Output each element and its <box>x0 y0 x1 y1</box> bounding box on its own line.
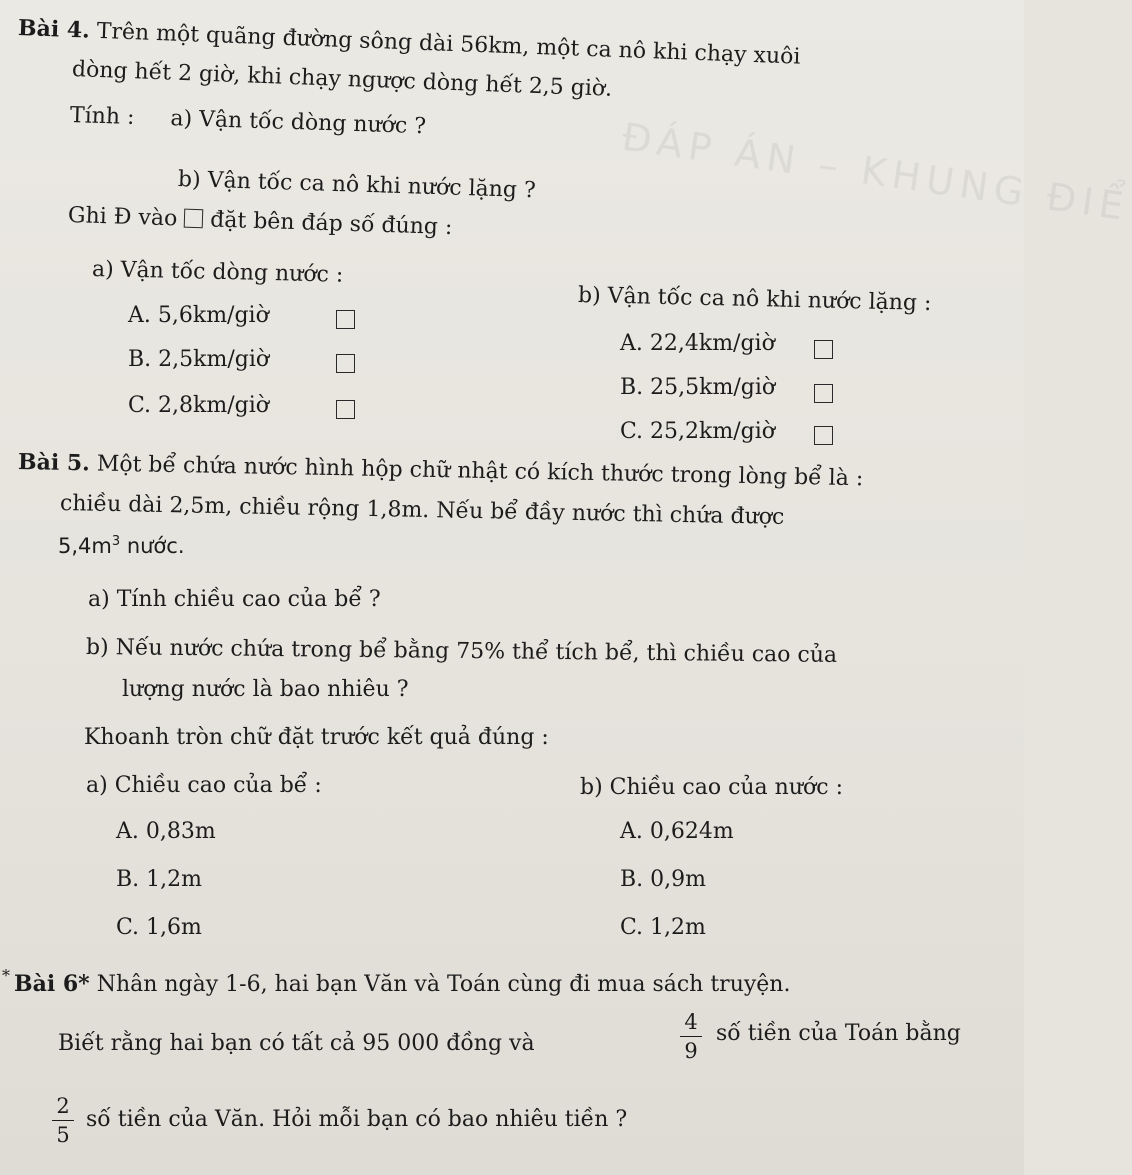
fraction-four-ninths <box>680 1010 702 1063</box>
bai5-label: Bài 5. <box>17 449 91 477</box>
bai5-part-b-title-text: b) Chiều cao của nước : <box>580 775 843 800</box>
fraction-2-5-numerator: 2 <box>56 1094 70 1118</box>
bai4-a-option-b: B. 2,5km/giờ <box>128 347 270 372</box>
bai5-part-a-title <box>86 772 322 800</box>
bai5-volume-tail: nước. <box>120 534 185 558</box>
bai4-text-line2: dòng hết 2 giờ, khi chạy ngược dòng hết 2,5 giờ. <box>71 57 613 102</box>
bai4-part-b-title-text: b) Vận tốc ca nô khi nước lặng : <box>577 283 932 317</box>
bai5-volume-value: 5,4m <box>58 534 112 558</box>
bai5-volume-line <box>58 528 185 560</box>
bai4-a-option-b-checkbox[interactable] <box>336 354 355 373</box>
bai5-instruction <box>84 724 549 752</box>
bai4-a-option-a: A. 5,6km/giờ <box>128 303 269 328</box>
bai6-line2 <box>58 1030 535 1058</box>
bai4-a-option-a-checkbox[interactable] <box>336 310 355 329</box>
bai4-question-a: a) Vận tốc dòng nước ? <box>170 106 427 140</box>
bai5-line2 <box>60 490 785 532</box>
bai5-volume-exponent: 3 <box>111 534 121 549</box>
bai5-text-line2: chiều dài 2,5m, chiều rộng 1,8m. Nếu bể đầy nước thì chứa được <box>59 491 785 530</box>
bai6-text-line3: số tiền của Văn. Hỏi mỗi bạn có bao nhiêu tiền ? <box>86 1107 628 1132</box>
bai5-b-option-b[interactable]: B. 0,9m <box>620 867 707 892</box>
bai4-b-option-c-checkbox[interactable] <box>814 426 833 445</box>
empty-checkbox-icon <box>184 209 204 229</box>
bai5-instruction-text: Khoanh tròn chữ đặt trước kết quả đúng : <box>84 725 549 750</box>
bai4-part-a-title <box>92 256 344 290</box>
bai4-b-option-b: B. 25,5km/giờ <box>620 375 776 400</box>
bai4-instruction <box>68 202 453 242</box>
bai4-question-b-text: b) Vận tốc ca nô khi nước lặng ? <box>177 167 537 204</box>
bleed-through-text: ĐÁP ÁN – KHUNG ĐIỂ <box>619 114 1132 230</box>
bai4-b-option-c: C. 25,2km/giờ <box>620 419 775 444</box>
bai6-line2-post <box>716 1020 961 1048</box>
bai4-instruction-post: đặt bên đáp số đúng : <box>209 207 453 241</box>
fraction-2-5-denominator: 5 <box>56 1123 70 1147</box>
bai4-text-line1: Trên một quãng đường sông dài 56km, một ca nô khi chạy xuôi <box>96 18 801 70</box>
bai5-a-option-c[interactable]: C. 1,6m <box>116 915 202 940</box>
bai6-text-line1: Nhân ngày 1-6, hai bạn Văn và Toán cùng đi mua sách truyện. <box>96 972 791 997</box>
bai4-question-b <box>178 166 537 205</box>
bai5-a-option-a[interactable]: A. 0,83m <box>116 819 216 844</box>
bai5-question-b-text2: lượng nước là bao nhiêu ? <box>122 677 409 702</box>
bai4-b-option-b-checkbox[interactable] <box>814 384 833 403</box>
bai6-line1 <box>14 970 790 999</box>
bai5-a-option-b[interactable]: B. 1,2m <box>116 867 203 892</box>
fraction-4-9-denominator: 9 <box>684 1039 698 1063</box>
bai5-part-a-title-text: a) Chiều cao của bể : <box>86 773 322 798</box>
fraction-4-9-numerator: 4 <box>684 1010 698 1034</box>
bai4-line2 <box>71 56 612 104</box>
bai5-question-a-text: a) Tính chiều cao của bể ? <box>88 587 381 612</box>
bai4-a-option-c: C. 2,8km/giờ <box>128 393 269 418</box>
bai5-question-a <box>88 586 381 614</box>
bai5-text-line1: Một bể chứa nước hình hộp chữ nhật có kích thước trong lòng bể là : <box>96 451 864 492</box>
bai6-text-line2-pre: Biết rằng hai bạn có tất cả 95 000 đồng và <box>58 1031 535 1056</box>
bai4-part-b-title <box>578 282 932 318</box>
bai4-tinh-line <box>70 102 427 141</box>
bai5-line1 <box>18 448 864 493</box>
bai6-label: Bài 6* <box>14 971 90 997</box>
bai6-asterisk-icon: * <box>2 966 10 985</box>
bai5-question-b-text1: b) Nếu nước chứa trong bể bằng 75% thể tích bể, thì chiều cao của <box>85 635 838 668</box>
bai5-part-b-title <box>580 774 843 802</box>
bai5-b-option-a[interactable]: A. 0,624m <box>620 819 734 844</box>
bai4-tinh: Tính : <box>69 103 135 131</box>
fraction-bar <box>52 1120 74 1121</box>
bai6-text-line2-post: số tiền của Toán bằng <box>716 1021 961 1046</box>
bai4-b-option-a-checkbox[interactable] <box>814 340 833 359</box>
bai4-b-option-a: A. 22,4km/giờ <box>620 331 775 356</box>
bai6-line3 <box>86 1106 627 1134</box>
bai5-question-b-line1 <box>86 634 837 670</box>
bai5-b-option-c[interactable]: C. 1,2m <box>620 915 706 940</box>
fraction-two-fifths <box>52 1094 74 1147</box>
bai4-part-a-title-text: a) Vận tốc dòng nước : <box>91 257 344 288</box>
bai4-instruction-pre: Ghi Đ vào <box>67 203 178 232</box>
fraction-bar <box>680 1036 702 1037</box>
bai4-a-option-c-checkbox[interactable] <box>336 400 355 419</box>
bai5-question-b-line2 <box>122 676 409 704</box>
bai4-label: Bài 4. <box>17 15 91 44</box>
